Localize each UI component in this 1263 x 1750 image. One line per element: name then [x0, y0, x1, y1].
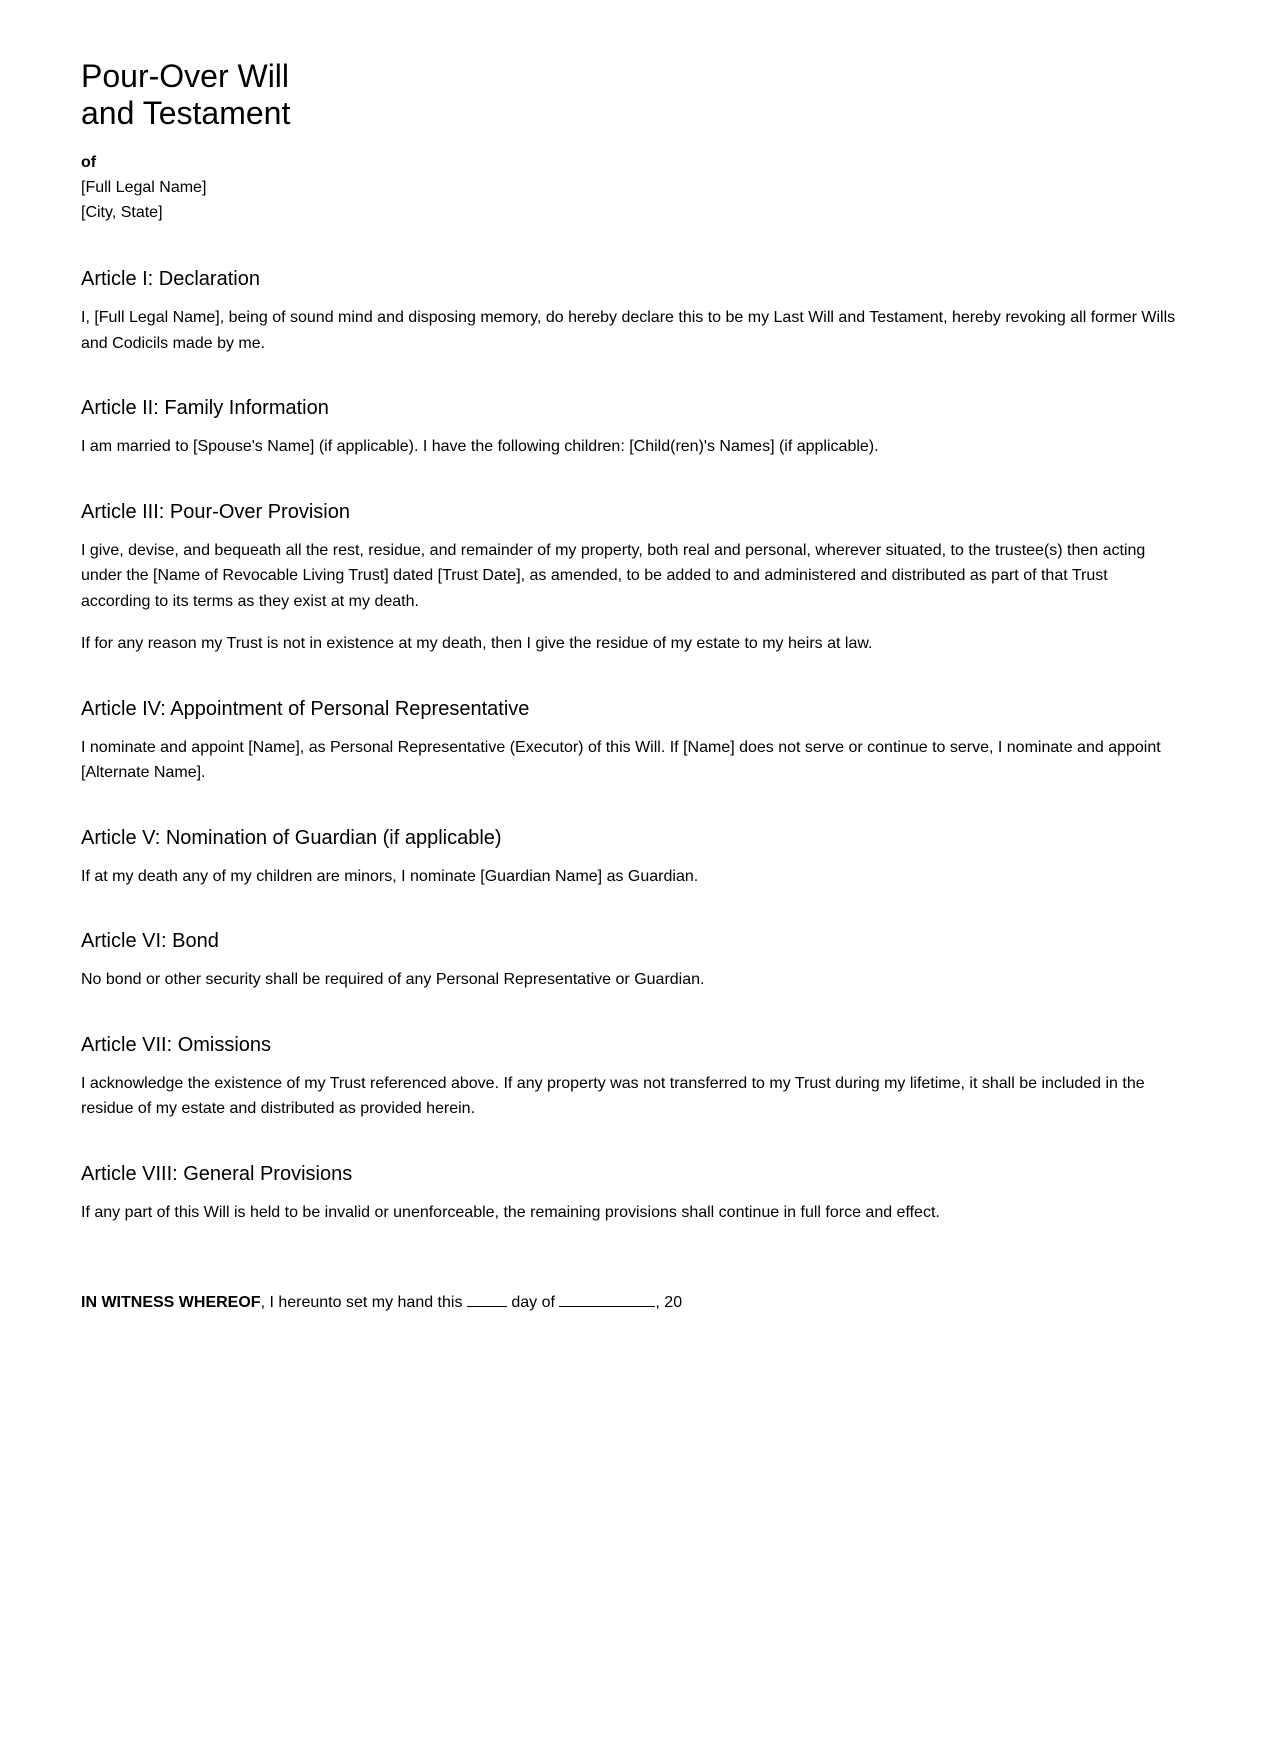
article-3-pour-over-provision	[81, 500, 1181, 657]
day-blank-line	[467, 1288, 507, 1307]
witness-clause	[81, 1288, 1181, 1315]
article-heading: Article III: Pour-Over Provision	[81, 500, 350, 523]
article-paragraph: I am married to [Spouse's Name] (if applicable). I have the following children: [Child(ren)'s Names] (if applicable).	[81, 438, 879, 455]
witness-text-1: , I hereunto set my hand this	[260, 1294, 463, 1311]
article-paragraph: I nominate and appoint [Name], as Personal Representative (Executor) of this Will. If [Name] does not serve or continue to serve, I nominate and appoint [Alternate Name].	[81, 738, 1161, 781]
article-heading: Article V: Nomination of Guardian (if applicable)	[81, 826, 502, 849]
article-heading: Article VIII: General Provisions	[81, 1162, 353, 1185]
article-paragraph: I, [Full Legal Name], being of sound mind and disposing memory, do hereby declare this to be my Last Will and Testament, hereby revoking all former Wills and Codicils made by me.	[81, 309, 1176, 352]
month-blank-line	[559, 1288, 655, 1307]
article-1-declaration	[81, 267, 1181, 356]
article-heading: Article VI: Bond	[81, 930, 219, 952]
article-heading: Article IV: Appointment of Personal Representative	[81, 697, 530, 720]
article-heading: Article II: Family Information	[81, 397, 329, 419]
document-content	[81, 58, 1181, 1311]
witness-lead: IN WITNESS WHEREOF	[81, 1294, 261, 1311]
article-5-guardian	[81, 826, 1181, 890]
article-paragraph: I give, devise, and bequeath all the rest, residue, and remainder of my property, both real and personal, wherever situated, to the trustee(s) then acting under the [Name of Revocable Living Trust] dated [Trust Date], as amended, to be added to and administered and distributed as part of that Trust according to its terms as they exist at my death.	[81, 541, 1146, 610]
of-label: of	[81, 154, 97, 171]
article-heading: Article I: Declaration	[81, 268, 260, 290]
article-paragraph: If for any reason my Trust is not in existence at my death, then I give the residue of my estate to my heirs at law.	[81, 635, 873, 652]
article-2-family-information	[81, 396, 1181, 460]
witness-text-3: , 20	[655, 1294, 683, 1311]
article-paragraph: No bond or other security shall be required of any Personal Representative or Guardian.	[81, 971, 705, 988]
article-paragraph: I acknowledge the existence of my Trust referenced above. If any property was not transferred to my Trust during my lifetime, it shall be included in the residue of my estate and distributed as provided herein.	[81, 1074, 1145, 1117]
testator-name-placeholder: [Full Legal Name]	[81, 179, 207, 196]
article-6-bond	[81, 929, 1181, 993]
article-8-general-provisions	[81, 1162, 1181, 1226]
article-heading: Article VII: Omissions	[81, 1033, 272, 1056]
testator-location-placeholder: [City, State]	[81, 204, 163, 221]
title-line-2: and Testament	[81, 95, 291, 131]
article-7-omissions	[81, 1033, 1181, 1122]
article-4-personal-representative	[81, 697, 1181, 786]
article-paragraph: If at my death any of my children are minors, I nominate [Guardian Name] as Guardian.	[81, 867, 699, 885]
article-paragraph: If any part of this Will is held to be invalid or unenforceable, the remaining provisions shall continue in full force and effect.	[81, 1203, 940, 1221]
title-line-1: Pour-Over Will	[81, 58, 290, 94]
witness-text-2: day of	[511, 1294, 555, 1311]
document-title	[81, 58, 1181, 132]
